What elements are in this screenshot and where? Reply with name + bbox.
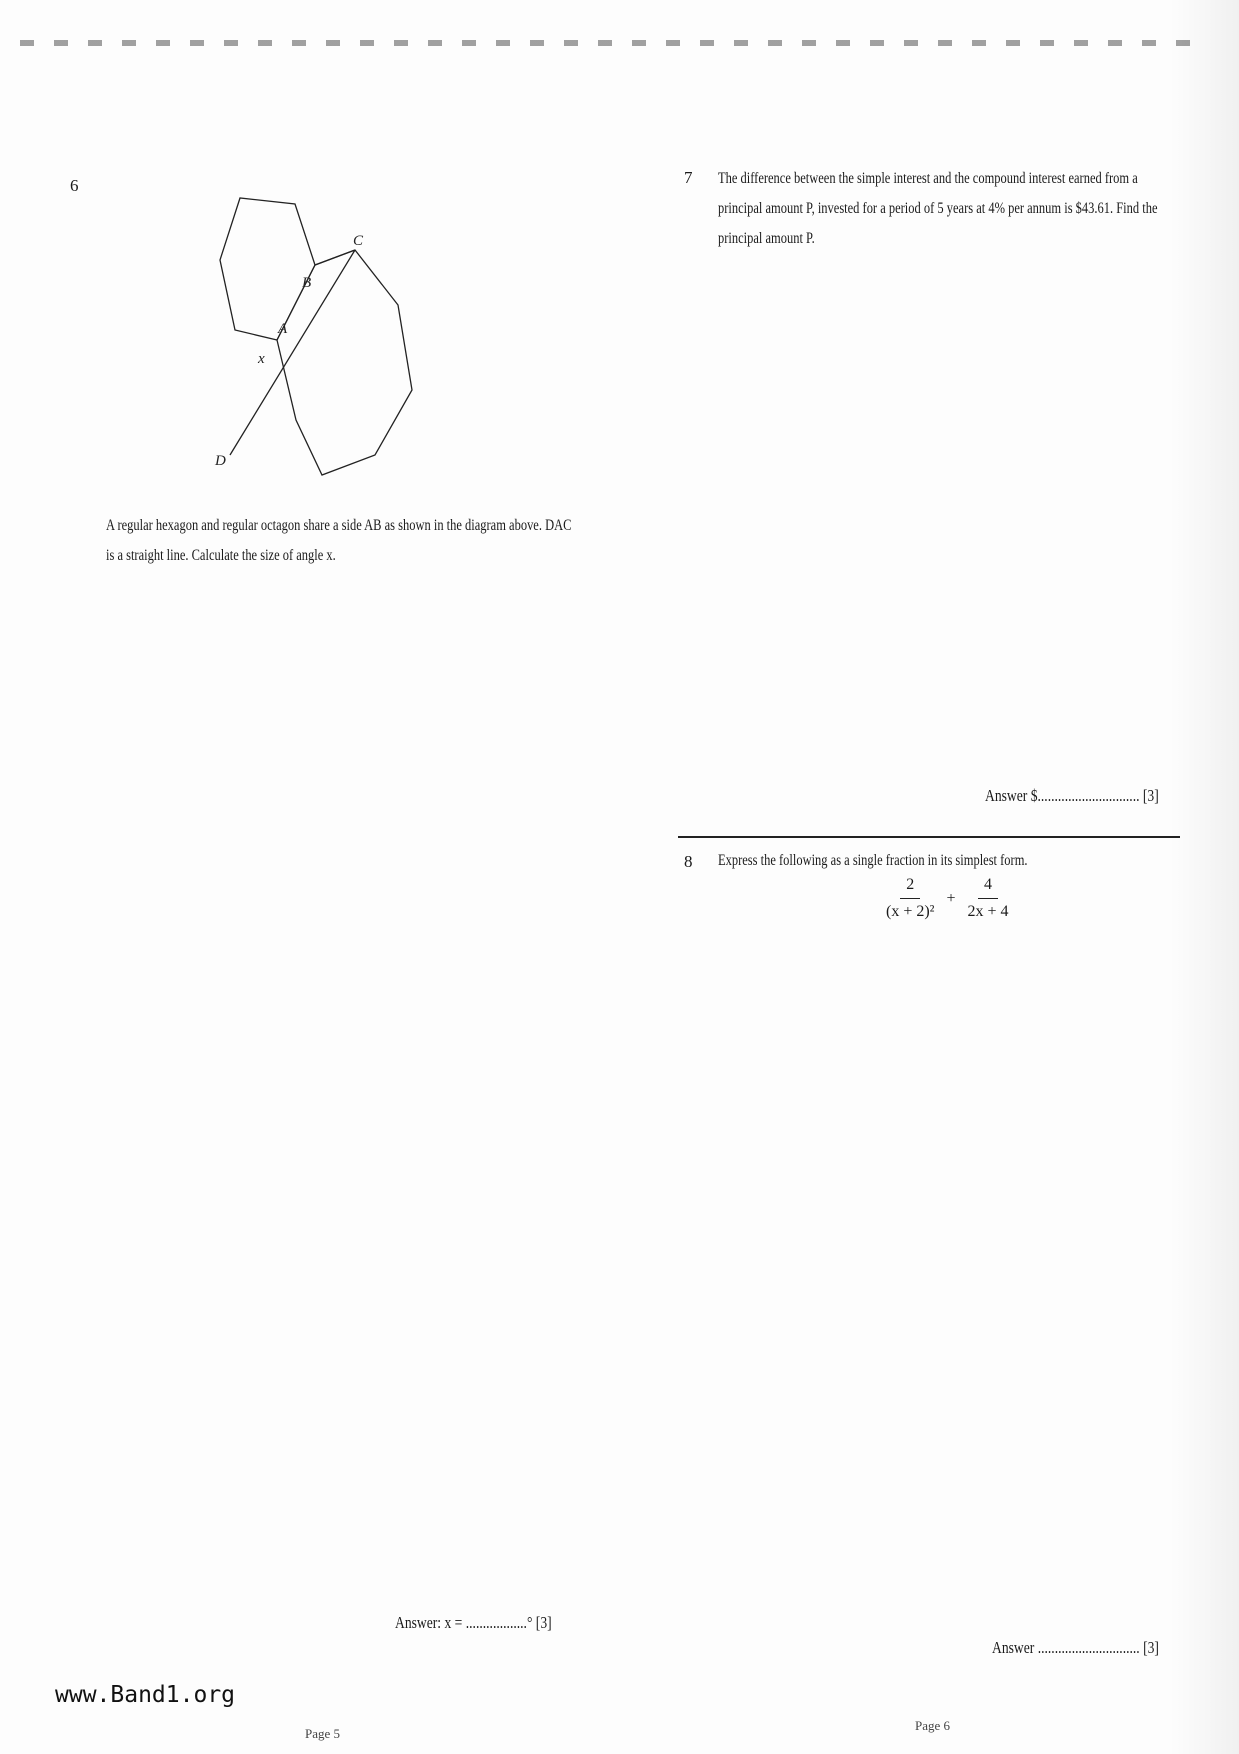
label-a: A — [278, 321, 288, 337]
page-number-left: Page 5 — [305, 1726, 341, 1741]
q8-expression — [880, 876, 1015, 921]
label-x: x — [258, 351, 265, 367]
q8-number: 8 — [684, 852, 693, 871]
label-d: D — [215, 453, 226, 469]
hexagon-octagon-diagram — [190, 190, 430, 510]
label-b: B — [302, 275, 312, 291]
q6-number: 6 — [70, 176, 79, 195]
q6-text-line2: is a straight line. Calculate the size of angle x. — [106, 547, 336, 564]
hexagon-shape — [220, 198, 315, 340]
q8-fraction-2-denominator: 2x + 4 — [967, 903, 1009, 920]
q8-fraction-2-numerator: 4 — [978, 876, 998, 899]
q7-text-line1: The difference between the simple interest and the compound interest earned from a — [718, 170, 1138, 187]
perforation-edge — [20, 40, 1210, 46]
website-watermark: www.Band1.org — [55, 1682, 236, 1708]
scan-shadow — [1169, 0, 1239, 1754]
q8-operator: + — [946, 889, 956, 907]
q6-answer-line: Answer: x = ..................° [3] — [395, 1613, 552, 1632]
octagon-shape — [277, 250, 412, 475]
q7-text-line3: principal amount P. — [718, 230, 815, 247]
line-bc — [315, 250, 355, 265]
q8-fraction-1-numerator: 2 — [900, 876, 920, 899]
q8-fraction-1-denominator: (x + 2)² — [886, 903, 935, 920]
line-dac — [230, 250, 355, 455]
q7-answer-line: Answer $.............................. [3] — [985, 786, 1159, 805]
q8-fraction-1 — [880, 876, 940, 921]
q6-text-line1: A regular hexagon and regular octagon share a side AB as shown in the diagram above. DAC — [106, 517, 572, 534]
label-c: C — [353, 233, 364, 249]
q8-answer-line: Answer .............................. [3] — [992, 1638, 1159, 1657]
q8-fraction-2 — [962, 876, 1015, 921]
q7-text-line2: principal amount P, invested for a period of 5 years at 4% per annum is $43.61. Find the — [718, 200, 1158, 217]
q8-text: Express the following as a single fraction in its simplest form. — [718, 852, 1028, 869]
page-number-right: Page 6 — [915, 1718, 951, 1733]
section-divider — [678, 836, 1180, 838]
q7-number: 7 — [684, 168, 693, 187]
